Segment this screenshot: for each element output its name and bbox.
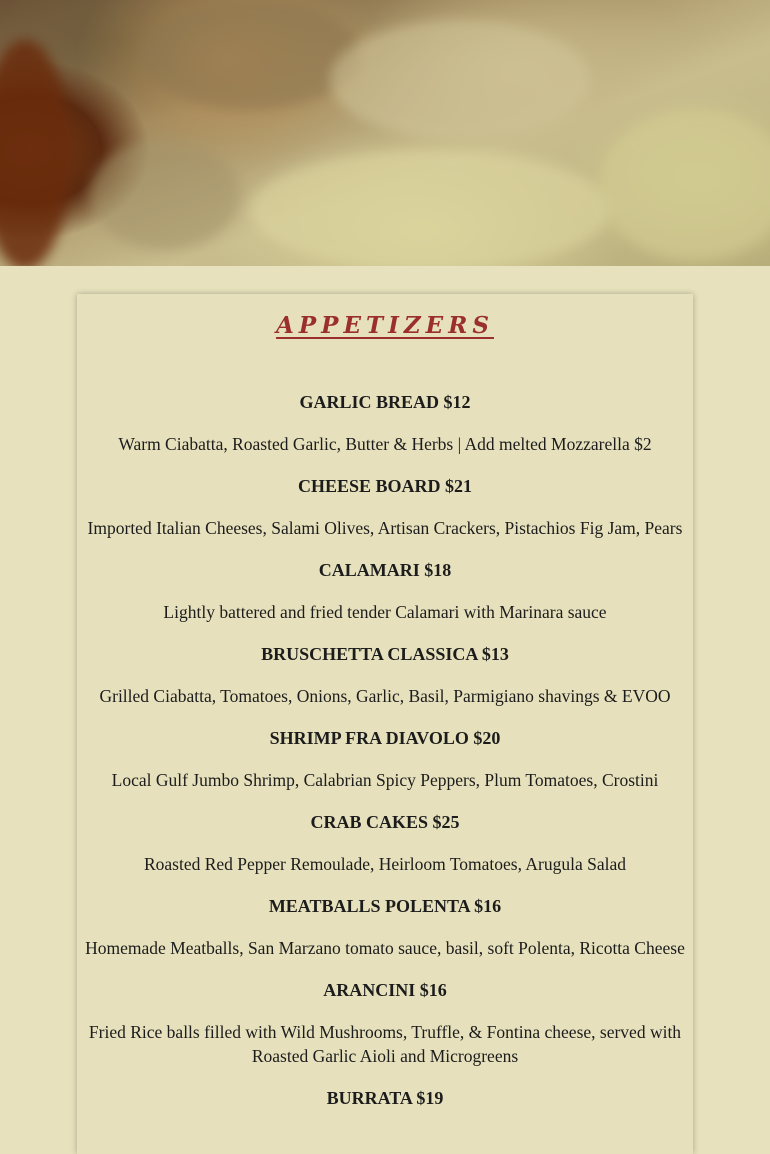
menu-item-name: ARANCINI $16 xyxy=(323,980,447,1000)
menu-item-description: Fried Rice balls filled with Wild Mushrooms, Truffle, & Fontina cheese, served with Roasted Garlic Aioli and Microgreens xyxy=(88,1022,682,1066)
menu-card xyxy=(77,294,693,1154)
section-title: APPETIZERS xyxy=(276,312,494,339)
hero-image xyxy=(0,0,770,266)
menu-item-description: Roasted Red Pepper Remoulade, Heirloom Tomatoes, Arugula Salad xyxy=(143,854,627,874)
menu-items xyxy=(77,390,693,1128)
menu-item-name: CRAB CAKES $25 xyxy=(310,812,460,832)
menu-item-name: BURRATA $19 xyxy=(326,1088,444,1108)
menu-item-name: CALAMARI $18 xyxy=(318,560,452,580)
menu-item-description: Local Gulf Jumbo Shrimp, Calabrian Spicy Peppers, Plum Tomatoes, Crostini xyxy=(111,770,659,790)
menu-item-name: MEATBALLS POLENTA $16 xyxy=(268,896,502,916)
menu-item-name: BRUSCHETTA CLASSICA $13 xyxy=(261,644,509,664)
menu-item-name: CHEESE BOARD $21 xyxy=(297,476,473,496)
menu-item-description: Imported Italian Cheeses, Salami Olives, Artisan Crackers, Pistachios Fig Jam, Pears xyxy=(87,518,683,538)
menu-item-name: GARLIC BREAD $12 xyxy=(299,392,471,412)
menu-item-description: Grilled Ciabatta, Tomatoes, Onions, Garlic, Basil, Parmigiano shavings & EVOO xyxy=(99,686,671,706)
menu-item-description: Warm Ciabatta, Roasted Garlic, Butter & Herbs | Add melted Mozzarella $2 xyxy=(118,434,652,454)
menu-item-name: SHRIMP FRA DIAVOLO $20 xyxy=(269,728,501,748)
menu-item-description: Lightly battered and fried tender Calamari with Marinara sauce xyxy=(163,602,607,622)
menu-item-description: Homemade Meatballs, San Marzano tomato sauce, basil, soft Polenta, Ricotta Cheese xyxy=(85,938,685,958)
